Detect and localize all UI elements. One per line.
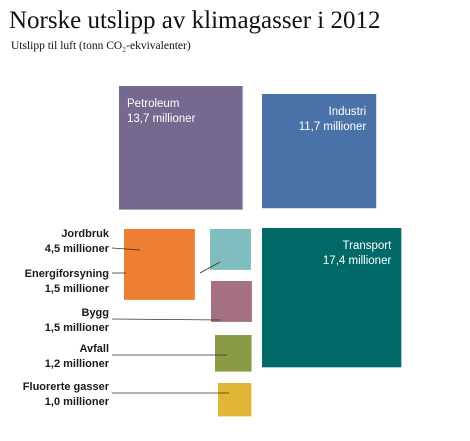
- value-label-fluorerte-gasser: 1,0 millioner: [44, 396, 109, 408]
- value-label-industri: 11,7 millioner: [298, 121, 367, 133]
- leader-line-bygg: [112, 319, 221, 320]
- label-bygg: Bygg: [81, 307, 109, 319]
- square-avfall: [215, 335, 252, 372]
- label-industri: Industri: [328, 106, 367, 118]
- value-label-petroleum: 13,7 millioner: [127, 113, 196, 125]
- label-fluorerte-gasser: Fluorerte gasser: [22, 381, 109, 393]
- chart-subtitle: Utslipp til luft (tonn CO₂-ekvivalenter): [11, 40, 191, 52]
- label-jordbruk: Jordbruk: [61, 228, 109, 240]
- value-label-transport: 17,4 millioner: [322, 255, 392, 267]
- square-bygg: [211, 281, 252, 322]
- label-petroleum: Petroleum: [127, 98, 180, 110]
- value-label-energiforsyning: 1,5 millioner: [44, 283, 109, 295]
- value-label-jordbruk: 4,5 millioner: [44, 243, 109, 255]
- label-avfall: Avfall: [79, 343, 109, 355]
- square-fluorerte-gasser: [218, 383, 251, 416]
- value-label-bygg: 1,5 millioner: [44, 322, 109, 334]
- square-jordbruk: [124, 229, 195, 300]
- value-label-avfall: 1,2 millioner: [44, 358, 109, 370]
- label-transport: Transport: [342, 240, 392, 252]
- label-energiforsyning: Energiforsyning: [24, 268, 109, 280]
- chart-title: Norske utslipp av klimagasser i 2012: [9, 7, 381, 34]
